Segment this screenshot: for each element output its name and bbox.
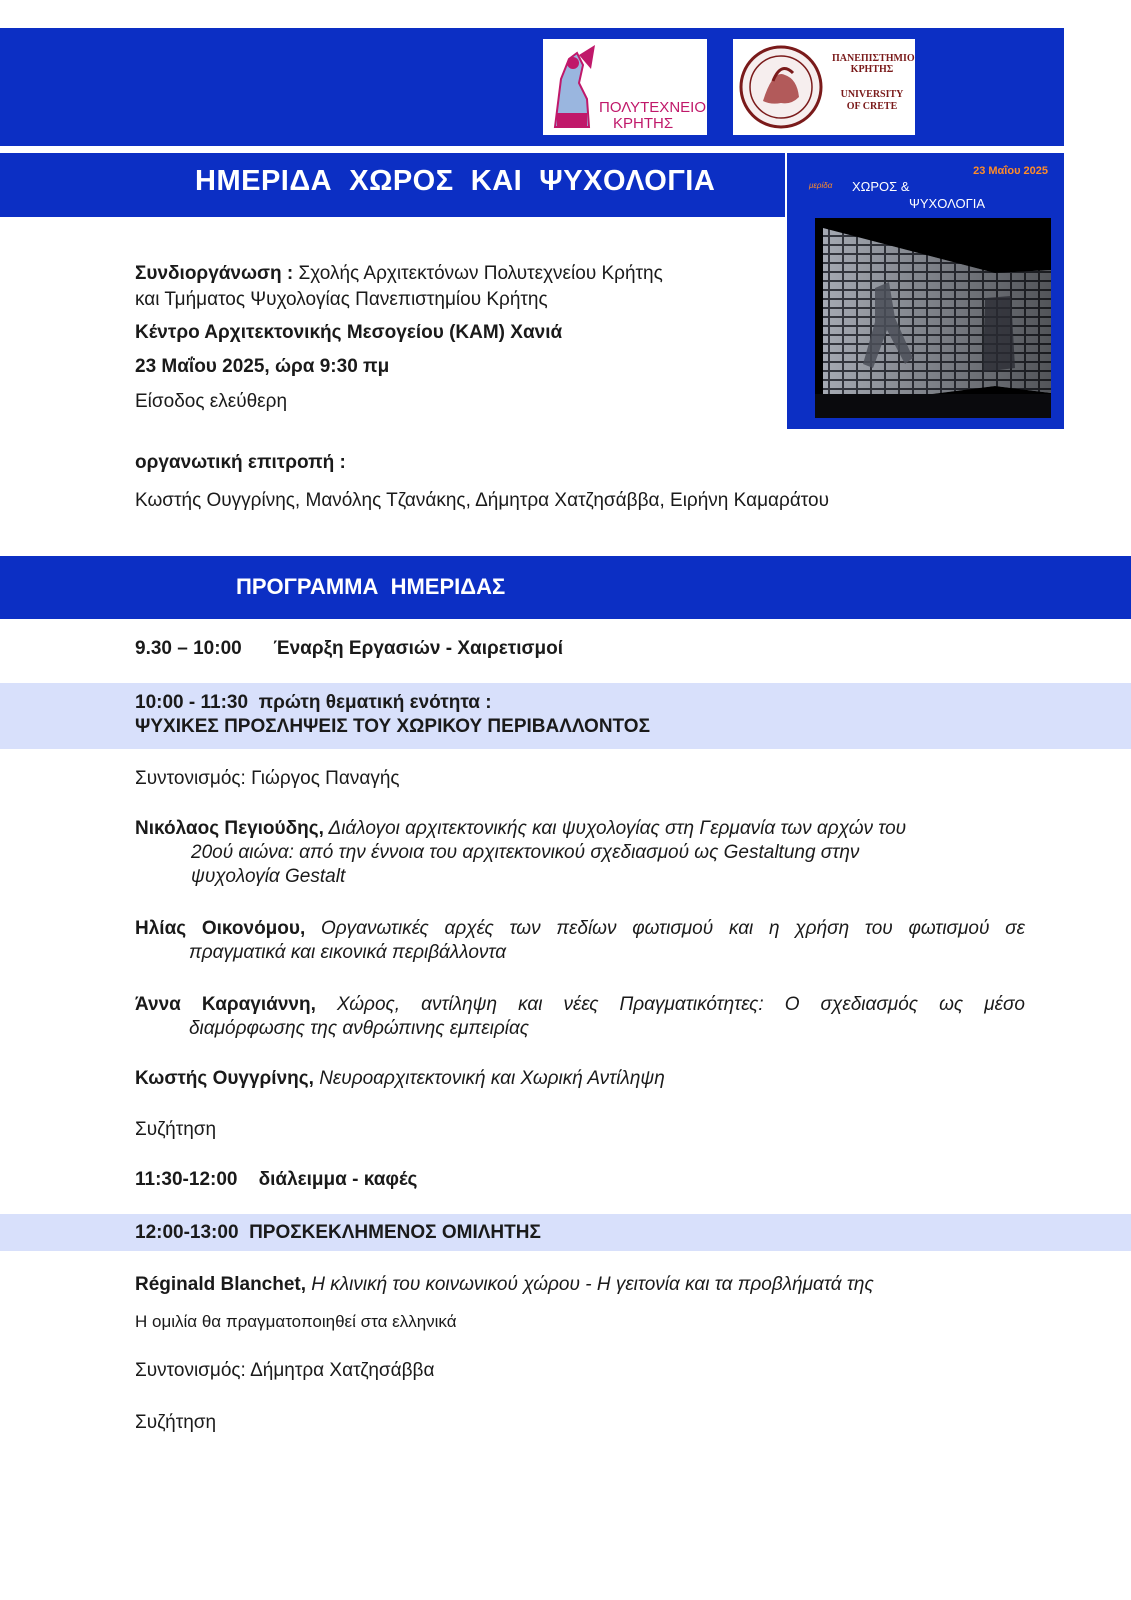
poster-title-line1: ΧΩΡΟΣ & [852, 179, 910, 194]
talk-1-line1 [135, 817, 906, 841]
coffee-break: 11:30-12:00 διάλειμμα - καφές [135, 1169, 418, 1190]
talk-3-title: Χώρος, αντίληψη και νέες Πραγματικότητες: Ο σχεδιασμός ως μέσο [315, 994, 1025, 1015]
talk-2-speaker: Ηλίας Οικονόμου, [135, 918, 306, 939]
uoc-seal-icon [733, 39, 833, 135]
uoc-logo [733, 39, 915, 135]
tuc-logo-line2: ΚΡΗΤΗΣ [613, 115, 674, 132]
talk-1-speaker: Νικόλαος Πεγιούδης, [135, 818, 324, 839]
committee-label: οργανωτική επιτροπή : [135, 452, 346, 473]
talk-2-title: Οργανωτικές αρχές των πεδίων φωτισμού και η χρήση του φωτισμού σε [305, 918, 1025, 939]
venue: Κέντρο Αρχιτεκτονικής Μεσογείου (ΚΑΜ) Χανιά [135, 322, 563, 343]
session1-moderator: Συντονισμός: Γιώργος Παναγής [135, 768, 400, 789]
poster-title-line2: ΨΥΧΟΛΟΓΙΑ [909, 196, 986, 211]
uoc-logo-line3: UNIVERSITY [840, 89, 904, 100]
talk-3-speaker: Άννα Καραγιάννη, [135, 994, 316, 1015]
talk-4-speaker: Κωστής Ουγγρίνης, [135, 1068, 314, 1089]
coorganizers-value: Σχολής Αρχιτεκτόνων Πολυτεχνείου Κρήτης [298, 263, 663, 284]
session2-discussion: Συζήτηση [135, 1412, 217, 1433]
committee-members: Κωστής Ουγγρίνης, Μανόλης Τζανάκης, Δήμητρα Χατζησάββα, Ειρήνη Καμαράτου [135, 490, 829, 511]
opening-slot: 9.30 – 10:00 Έναρξη Εργασιών - Χαιρετισμοί [135, 638, 564, 659]
language-note: Η ομιλία θα πραγματοποιηθεί στα ελληνικά [135, 1312, 457, 1331]
session1-heading: 10:00 - 11:30 πρώτη θεματική ενότητα : [135, 692, 492, 713]
poster-small-text: μερίδα [809, 181, 833, 190]
keynote-line [135, 1273, 874, 1297]
session2-moderator: Συντονισμός: Δήμητρα Χατζησάββα [135, 1360, 435, 1381]
talk-2-line1 [135, 917, 1025, 941]
talk-4-title: Νευροαρχιτεκτονική και Χωρική Αντίληψη [313, 1068, 665, 1089]
talk-3-line2: διαμόρφωσης της ανθρώπινης εμπειρίας [189, 1018, 530, 1039]
coorganizers-label: Συνδιοργάνωση : [135, 263, 299, 284]
session1-theme: ΨΥΧΙΚΕΣ ΠΡΟΣΛΗΨΕΙΣ ΤΟΥ ΧΩΡΙΚΟΥ ΠΕΡΙΒΑΛΛΟΝΤΟΣ [135, 716, 650, 737]
coorganizers-line2: και Τμήματος Ψυχολογίας Πανεπιστημίου Κρήτης [135, 289, 548, 310]
event-poster [787, 153, 1064, 429]
poster-date: 23 Μαΐου 2025 [973, 165, 1048, 177]
tuc-logo-line1: ΠΟΛΥΤΕΧΝΕΙΟ [599, 99, 706, 116]
poster-wall-image [815, 218, 1051, 418]
talk-1-title: Διάλογοι αρχιτεκτονικής και ψυχολογίας στη Γερμανία των αρχών του [323, 818, 907, 839]
uoc-logo-line1: ΠΑΝΕΠΙΣΤΗΜΙΟ [832, 53, 915, 64]
tuc-logo [543, 39, 707, 135]
talk-4-line1 [135, 1067, 665, 1091]
program-band [0, 556, 1131, 619]
keynote-title: Η κλινική του κοινωνικού χώρου - Η γειτονία και τα προβλήματά της [306, 1274, 874, 1295]
uoc-logo-line2: ΚΡΗΤΗΣ [850, 64, 894, 75]
talk-1-line2: 20ού αιώνα: από την έννοια του αρχιτεκτονικού σχεδιασμού ως Gestaltung στην [191, 842, 860, 863]
uoc-logo-line4: OF CRETE [846, 101, 898, 112]
page-title: ΗΜΕΡΙΔΑ ΧΩΡΟΣ ΚΑΙ ΨΥΧΟΛΟΓΙΑ [195, 165, 716, 197]
talk-1-line3: ψυχολογία Gestalt [191, 866, 346, 887]
talk-2-line2: πραγματικά και εικονικά περιβάλλοντα [189, 942, 507, 963]
talk-3-line1 [135, 993, 1025, 1017]
keynote-speaker: Réginald Blanchet, [135, 1274, 307, 1295]
program-title: ΠΡΟΓΡΑΜΜΑ ΗΜΕΡΙΔΑΣ [236, 574, 506, 599]
session1-discussion: Συζήτηση [135, 1119, 217, 1140]
session2-heading: 12:00-13:00 ΠΡΟΣΚΕΚΛΗΜΕΝΟΣ ΟΜΙΛΗΤΗΣ [135, 1222, 541, 1243]
coorganizers-line1 [135, 262, 663, 286]
event-datetime: 23 Μαΐου 2025, ώρα 9:30 πμ [135, 356, 390, 377]
entry-note: Είσοδος ελεύθερη [135, 391, 288, 412]
